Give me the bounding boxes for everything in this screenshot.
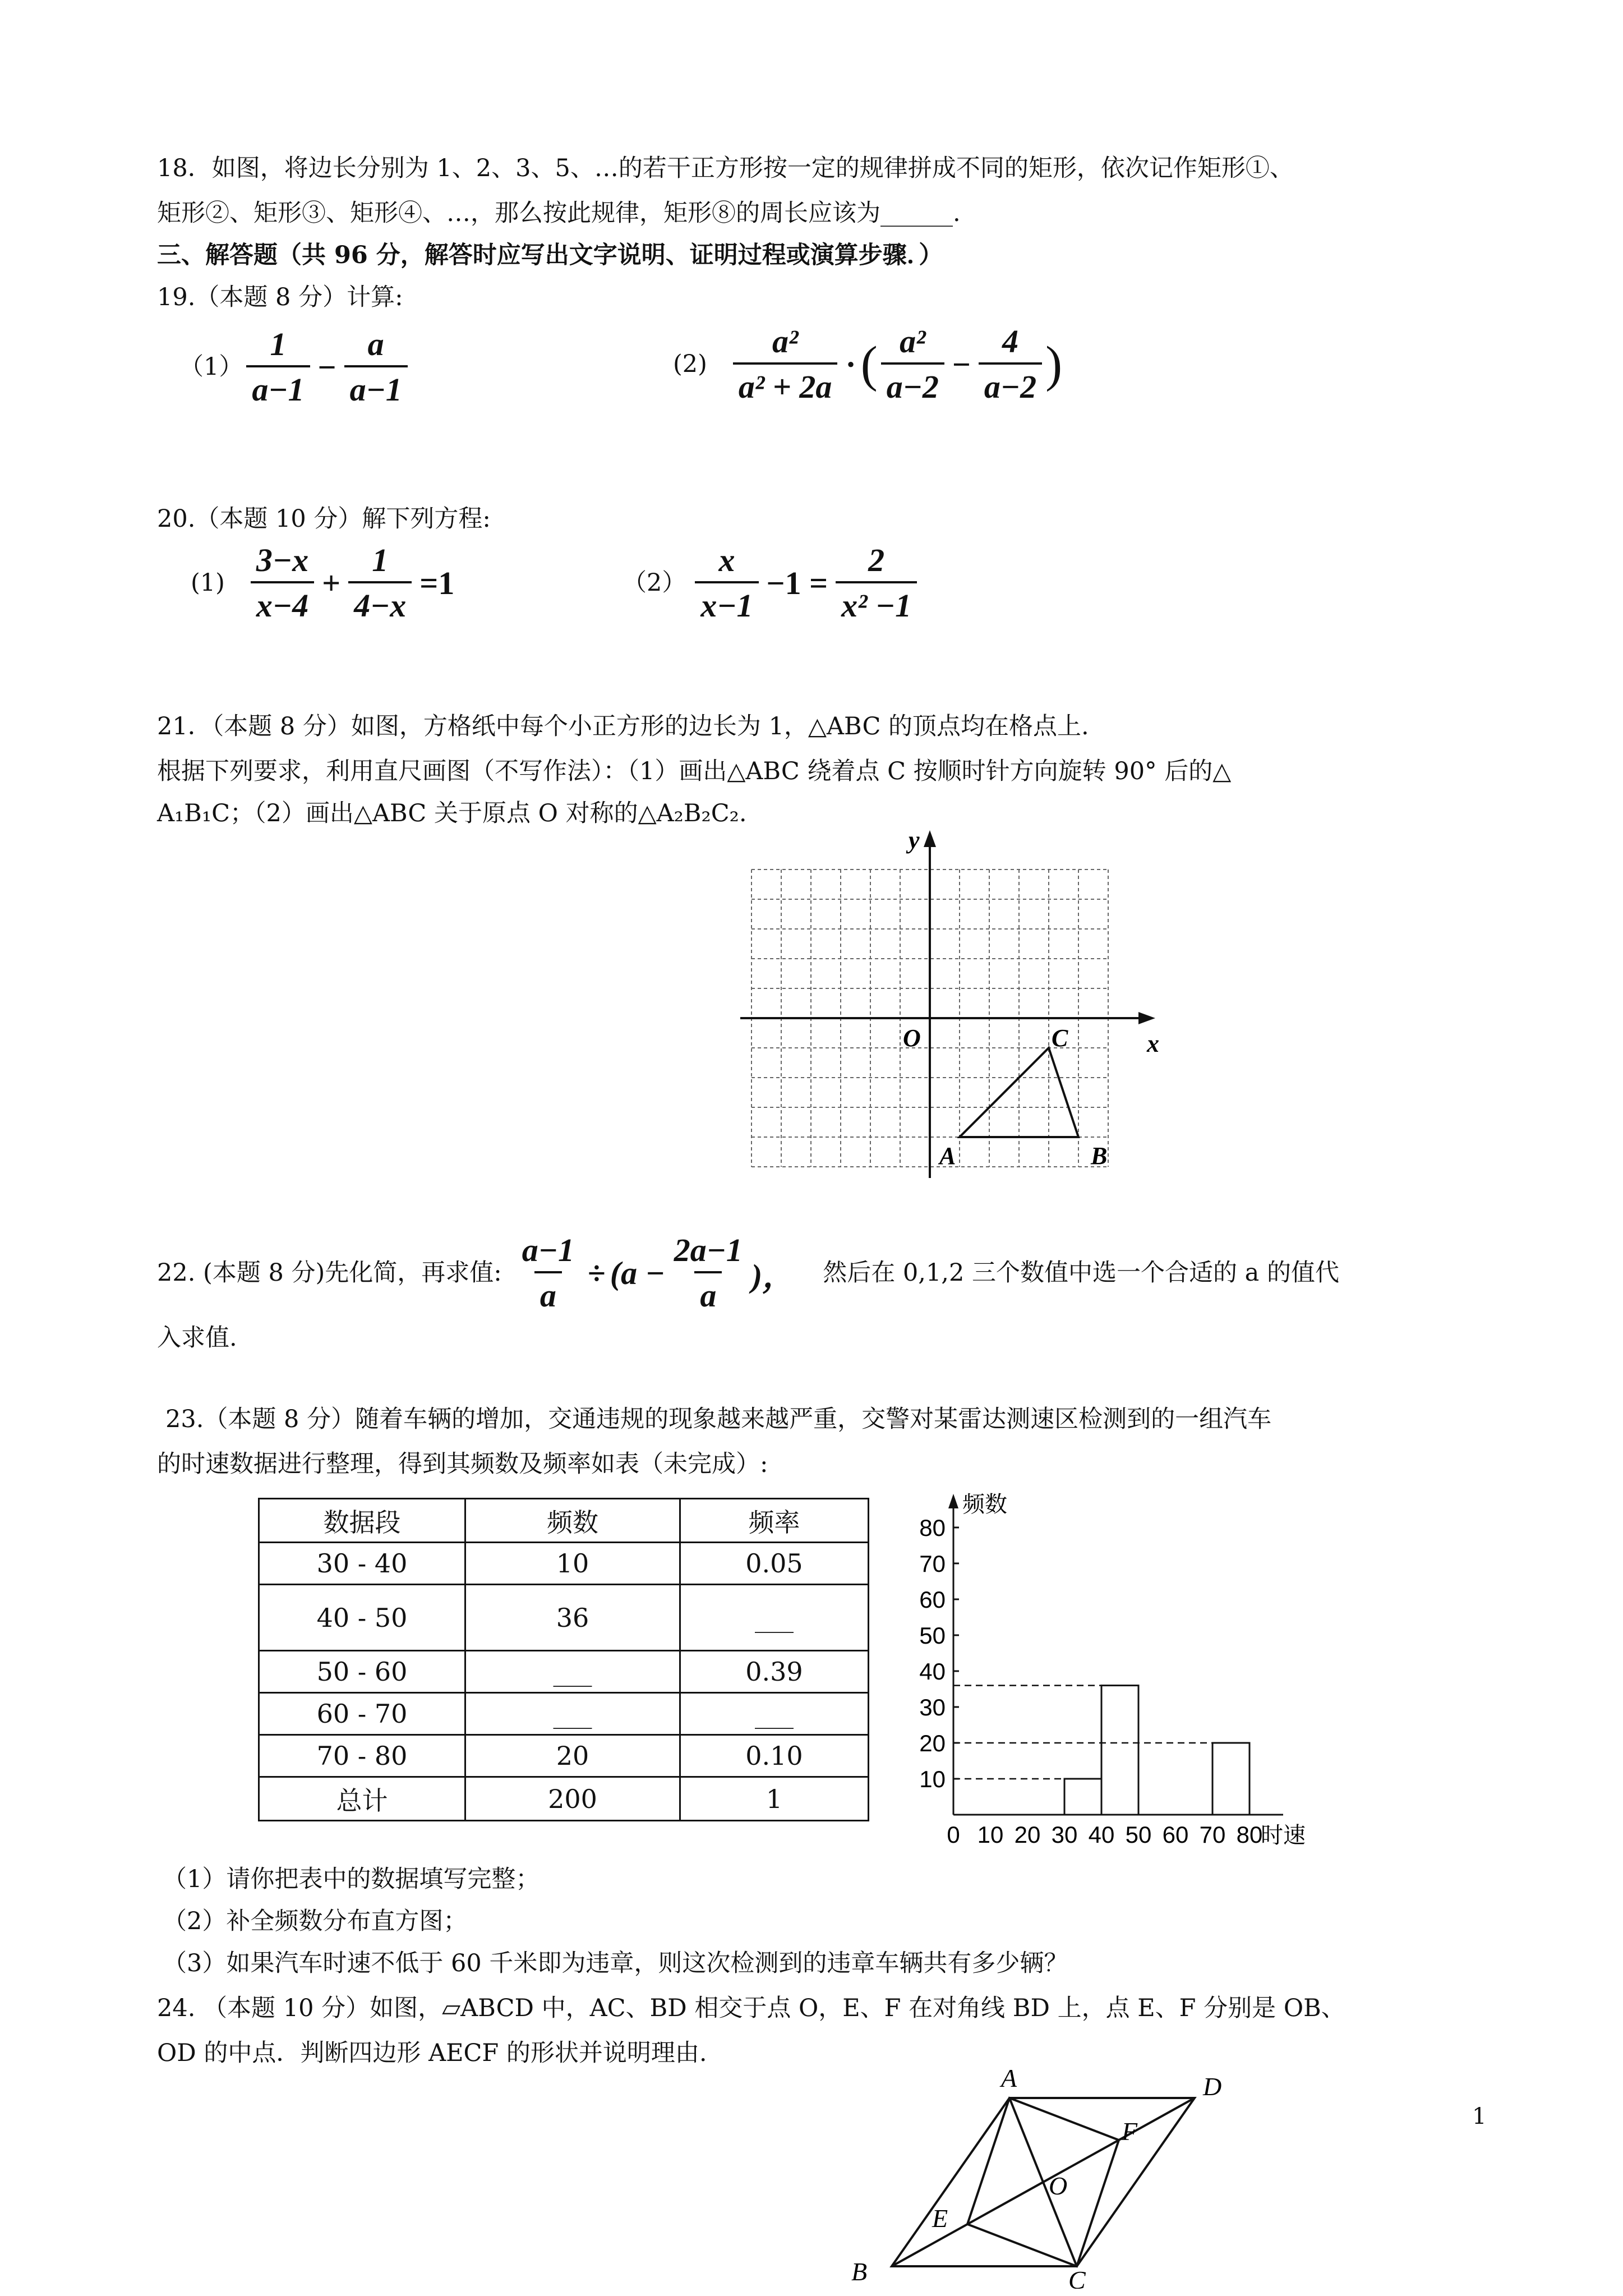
table-cell: 0.39: [680, 1651, 869, 1693]
vertex-d-label: D: [1203, 2072, 1222, 2101]
table-header: 频数: [465, 1499, 680, 1543]
table-cell: 70 - 80: [259, 1735, 465, 1777]
point-f-label: F: [1122, 2117, 1138, 2146]
x-tick-label: 60: [1162, 1821, 1189, 1848]
x-axis-title: 时速: [1261, 1823, 1306, 1848]
operator: −1 =: [766, 564, 828, 601]
q21-line2: 根据下列要求，利用直尺画图（不写作法）：（1）画出△ABC 绕着点 C 按顺时针方向旋转 90° 后的△: [157, 757, 1232, 785]
equals: =1: [419, 564, 455, 601]
table-row: [259, 1651, 869, 1693]
q19-title: 19.（本题 8 分）计算:: [157, 283, 403, 311]
q24-line1: 24. （本题 10 分）如图，▱ABCD 中，AC、BD 相交于点 O，E、F 在对角线 BD 上，点 E、F 分别是 OB、: [157, 1994, 1345, 2022]
point-o-label: O: [1049, 2171, 1068, 2200]
y-axis-arrow: [924, 830, 936, 847]
frequency-table: [258, 1498, 869, 1821]
q22-suffix: 然后在 0,1,2 三个数值中选一个合适的 a 的值代: [823, 1259, 1339, 1287]
q19-part2-label: (2): [673, 350, 707, 378]
point-a-label: A: [939, 1142, 956, 1170]
table-cell: 20: [465, 1735, 680, 1777]
y-tick-label: 40: [919, 1658, 946, 1685]
operator: ÷: [587, 1254, 606, 1291]
q19-part1-label: （1）: [179, 353, 243, 381]
fraction-denominator: a−2: [881, 362, 944, 406]
q20-part1: [191, 541, 459, 624]
table-row: [259, 1693, 869, 1735]
x-tick-label: 30: [1051, 1821, 1078, 1848]
table-cell: 50 - 60: [259, 1651, 465, 1693]
fraction-denominator: x−1: [695, 581, 758, 624]
histogram-bar: [1064, 1779, 1101, 1815]
q22-line1: [157, 1231, 1339, 1314]
point-e-label: E: [932, 2204, 948, 2233]
fraction-numerator: 2a−1: [674, 1232, 743, 1268]
fraction-numerator: 1: [270, 326, 287, 362]
q23-question3: （3）如果汽车时速不低于 60 千米即为违章，则这次检测到的违章车辆共有多少辆？: [163, 1949, 1068, 1977]
table-cell: 60 - 70: [259, 1693, 465, 1735]
fraction-numerator: 3−x: [256, 542, 309, 578]
table-cell: 30 - 40: [259, 1543, 465, 1585]
fraction-numerator: a²: [772, 323, 799, 360]
fraction-denominator: 4−x: [348, 581, 412, 624]
point-c-label: C: [1052, 1024, 1068, 1052]
fraction-denominator: x² −1: [836, 581, 917, 624]
coordinate-grid-figure: [729, 830, 1178, 1189]
fraction-denominator: x−4: [251, 581, 314, 624]
fraction-denominator: a: [694, 1271, 722, 1314]
vertex-a-label: A: [1001, 2064, 1017, 2092]
fraction-denominator: a−2: [979, 362, 1042, 406]
point-b-label: B: [1091, 1142, 1108, 1170]
fraction-denominator: a−1: [246, 365, 310, 408]
table-header: 频率: [680, 1499, 869, 1543]
origin-label: O: [903, 1024, 921, 1052]
paren-expression: (a −: [610, 1254, 665, 1291]
q23-line1: 23.（本题 8 分）随着车辆的增加，交通违规的现象越来越严重，交警对某雷达测速区检测到的一组汽车: [165, 1405, 1272, 1433]
fraction-numerator: a²: [900, 323, 926, 360]
table-cell: ___: [680, 1585, 869, 1651]
operator: −: [952, 346, 971, 383]
x-axis-arrow: [1138, 1012, 1155, 1024]
operator: −: [317, 348, 336, 385]
frequency-histogram: [892, 1481, 1340, 1857]
parallelogram-figure: [830, 2064, 1256, 2289]
section-heading: 三、解答题（共 96 分，解答时应写出文字说明、证明过程或演算步骤．）: [157, 241, 943, 269]
fraction-denominator: a: [534, 1271, 562, 1314]
q20-part1-label: (1): [191, 569, 225, 597]
fraction-numerator: 1: [372, 542, 389, 578]
fraction-numerator: x: [718, 542, 735, 578]
fraction-denominator: a−1: [344, 365, 408, 408]
vertex-c-label: C: [1068, 2266, 1086, 2289]
y-tick-label: 30: [919, 1694, 946, 1720]
q19-part2: [673, 323, 1062, 406]
q18-line1: 18．如图，将边长分别为 1、2、3、5、…的若干正方形按一定的规律拼成不同的矩形，依次记作矩形①、: [157, 154, 1294, 182]
q21-line3: A₁B₁C；（2）画出△ABC 关于原点 O 对称的△A₂B₂C₂.: [157, 799, 747, 827]
y-axis-arrow: [948, 1494, 958, 1508]
y-tick-label: 80: [919, 1515, 946, 1541]
histogram-bar: [1212, 1743, 1249, 1815]
x-tick-label: 0: [947, 1821, 960, 1848]
table-cell: ___: [465, 1651, 680, 1693]
q23-question2: （2）补全频数分布直方图；: [163, 1907, 468, 1935]
y-tick-label: 10: [919, 1766, 946, 1792]
fraction-denominator: a² + 2a: [733, 362, 837, 406]
table-cell: 200: [465, 1777, 680, 1821]
paren-close: )，: [751, 1258, 795, 1294]
table-cell: ___: [680, 1693, 869, 1735]
paren: ): [1045, 336, 1063, 392]
q24-line2: OD 的中点．判断四边形 AECF 的形状并说明理由.: [157, 2039, 707, 2067]
page-number: 1: [1472, 2104, 1487, 2129]
fraction-numerator: a−1: [522, 1232, 574, 1268]
table-row: [259, 1735, 869, 1777]
y-tick-label: 50: [919, 1622, 946, 1649]
q21-line1: 21．（本题 8 分）如图，方格纸中每个小正方形的边长为 1，△ABC 的顶点均在格点上.: [157, 712, 1089, 740]
x-tick-label: 40: [1088, 1821, 1115, 1848]
vertex-b-label: B: [851, 2257, 868, 2286]
x-tick-label: 70: [1199, 1821, 1226, 1848]
x-axis-label: x: [1147, 1030, 1159, 1057]
table-cell: 40 - 50: [259, 1585, 465, 1651]
x-tick-label: 80: [1236, 1821, 1263, 1848]
table-cell: 10: [465, 1543, 680, 1585]
table-cell: 0.10: [680, 1735, 869, 1777]
table-header: 数据段: [259, 1499, 465, 1543]
q22-prefix: 22. (本题 8 分)先化简，再求值:: [157, 1259, 502, 1287]
q20-part2-label: （2）: [623, 569, 686, 597]
q20-part2: [623, 541, 920, 624]
q19-part1: [179, 325, 411, 408]
operator: ·: [845, 346, 856, 383]
y-tick-label: 60: [919, 1586, 946, 1613]
histogram-bar: [1101, 1686, 1138, 1815]
y-tick-label: 20: [919, 1730, 946, 1756]
x-tick-label: 10: [977, 1821, 1004, 1848]
fraction-numerator: a: [367, 326, 384, 362]
x-tick-label: 20: [1014, 1821, 1041, 1848]
q20-title: 20.（本题 10 分）解下列方程:: [157, 505, 491, 533]
q23-question1: （1）请你把表中的数据填写完整；: [163, 1865, 540, 1893]
table-row: [259, 1585, 869, 1651]
table-header-row: [259, 1499, 869, 1543]
table-cell: 0.05: [680, 1543, 869, 1585]
q22-line2: 入求值.: [157, 1324, 237, 1352]
y-tick-label: 70: [919, 1550, 946, 1577]
y-axis-title: 频数: [962, 1492, 1007, 1517]
table-cell: 总计: [259, 1777, 465, 1821]
x-tick-label: 50: [1125, 1821, 1152, 1848]
table-row: [259, 1543, 869, 1585]
table-cell: 36: [465, 1585, 680, 1651]
table-cell: 1: [680, 1777, 869, 1821]
paren: (: [860, 336, 878, 392]
operator: +: [322, 564, 341, 601]
y-axis-label: y: [909, 830, 920, 854]
table-row: [259, 1777, 869, 1821]
table-cell: ___: [465, 1693, 680, 1735]
fraction-numerator: 2: [868, 542, 885, 578]
fraction-numerator: 4: [1002, 323, 1018, 360]
q18-line2: 矩形②、矩形③、矩形④、…，那么按此规律，矩形⑧的周长应该为______.: [157, 199, 961, 227]
q23-line2: 的时速数据进行整理，得到其频数及频率如表（未完成）:: [157, 1450, 768, 1478]
